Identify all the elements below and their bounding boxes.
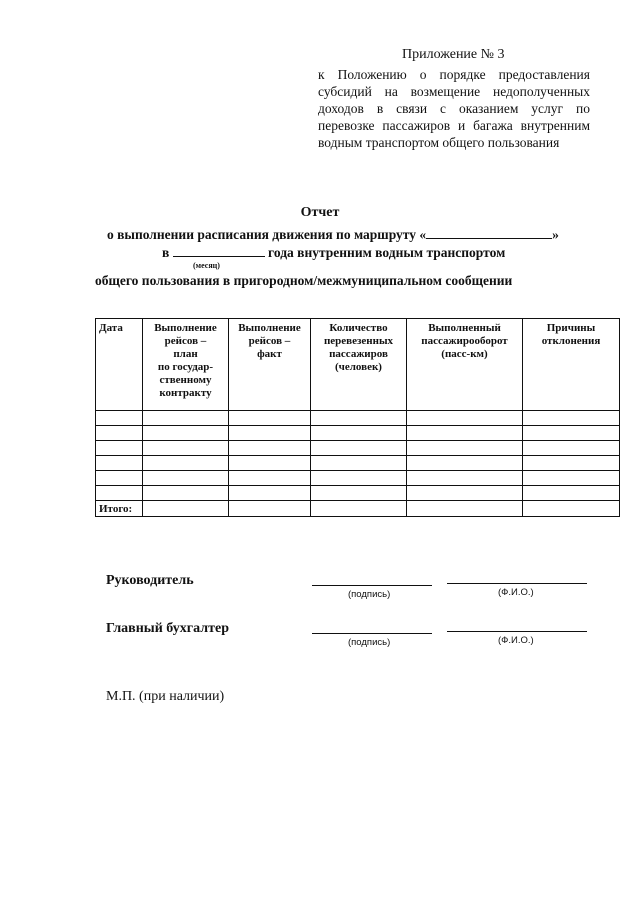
report-table: [95, 318, 620, 517]
route-suffix: »: [552, 227, 559, 242]
table-row: [96, 411, 620, 426]
accountant-name-hint: (Ф.И.О.): [498, 635, 534, 646]
col-passenger-km: Выполненный пассажирооборот (пасс-км): [407, 319, 523, 411]
report-title: Отчет: [300, 205, 340, 220]
head-name-line: [447, 583, 587, 584]
month-label: (месяц): [193, 261, 220, 270]
col-date: Дата: [96, 319, 143, 411]
col-plan: Выполнение рейсов – план по государ- ственному контракту: [143, 319, 229, 411]
col-fact: Выполнение рейсов – факт: [229, 319, 311, 411]
report-title-line-3: общего пользования в пригородном/межмуниципальном сообщении: [95, 273, 513, 288]
appendix-text: к Положению о порядке предоставления субсидий на возмещение недополученных доходов в связи с оказанием услуг по перевозке пассажиров и багажа внутренним водным транспортом общего пользования: [318, 67, 590, 150]
month-blank: [173, 244, 265, 257]
table-total-row: [96, 501, 620, 517]
appendix-title: Приложение № 3: [402, 47, 505, 62]
route-blank: [426, 226, 552, 239]
month-prefix: в: [162, 245, 170, 260]
table-row: [96, 426, 620, 441]
head-signature-line: [312, 585, 432, 586]
table-row: [96, 441, 620, 456]
head-title: Руководитель: [106, 573, 194, 588]
table-row: [96, 456, 620, 471]
accountant-signature-hint: (подпись): [348, 637, 391, 648]
head-signature-hint: (подпись): [348, 589, 391, 600]
head-name-hint: (Ф.И.О.): [498, 587, 534, 598]
year-text: года внутренним водным транспортом: [268, 245, 506, 260]
table-row: [96, 486, 620, 501]
accountant-title: Главный бухгалтер: [106, 621, 229, 636]
report-title-line-1: [107, 226, 559, 243]
col-reasons: Причины отклонения: [523, 319, 620, 411]
accountant-name-line: [447, 631, 587, 632]
report-title-line-2: [162, 244, 505, 261]
col-passengers: Количество перевезенных пассажиров (человек): [311, 319, 407, 411]
table-header-row: [96, 319, 620, 411]
total-label: Итого:: [96, 501, 143, 517]
route-prefix: о выполнении расписания движения по маршруту «: [107, 227, 427, 242]
stamp-place: М.П. (при наличии): [106, 689, 225, 704]
accountant-signature-line: [312, 633, 432, 634]
table-row: [96, 471, 620, 486]
